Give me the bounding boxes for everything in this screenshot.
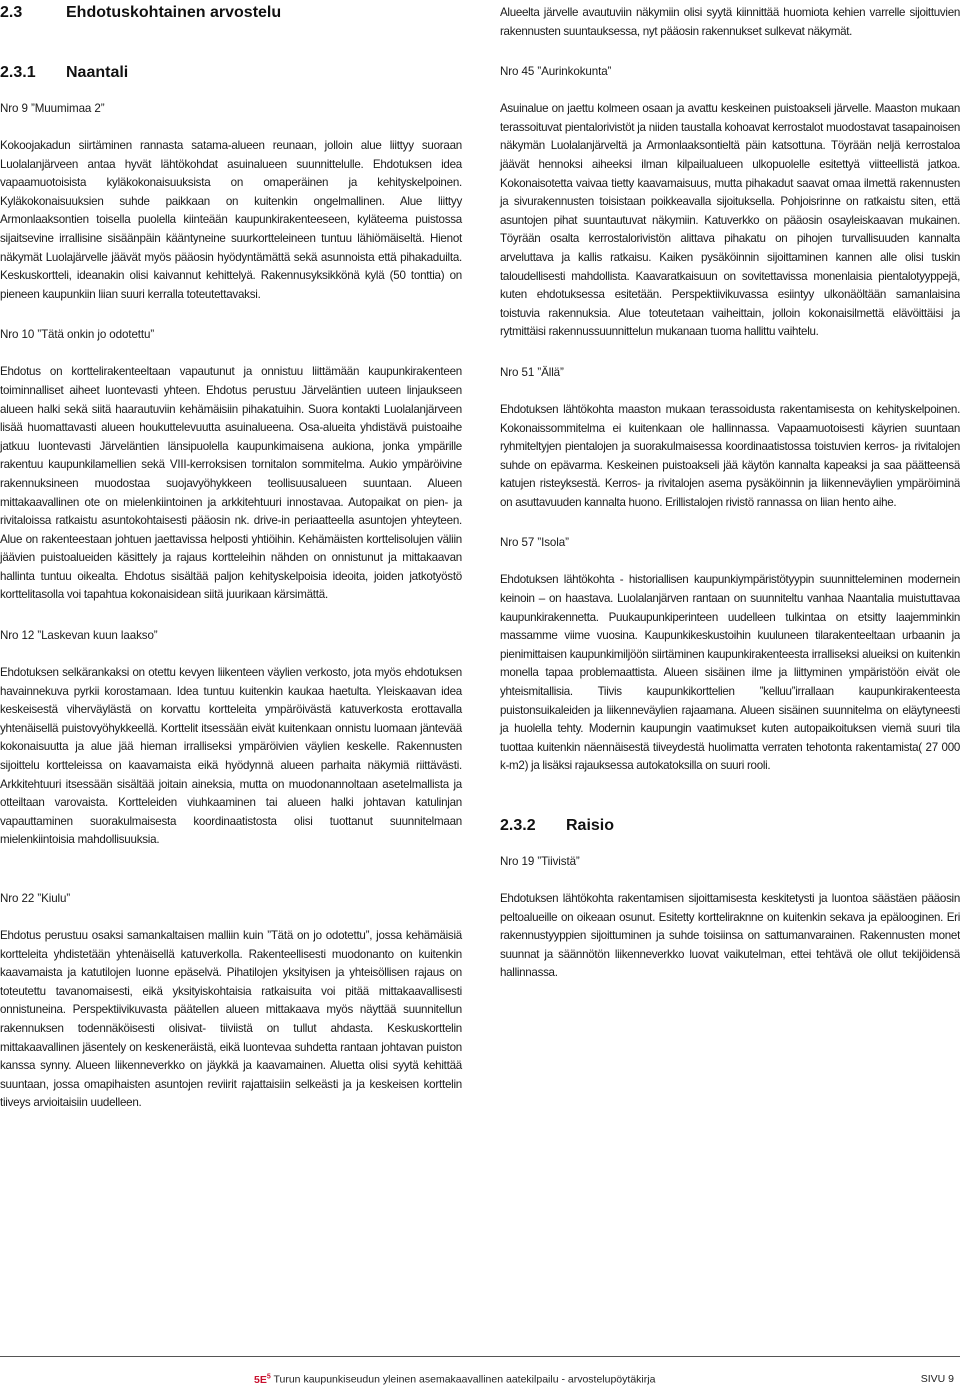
entry-text-nro-10: Ehdotus on korttelirakenteeltaan vapautunut ja onnistuu liittämään kaupunkirakenteen toiminnalliset aiheet luontevasti yhteen. Ehdotus perustuu Järveläntien uuteen linjaukseen alueen halki sekä siitä haarautuviin kehämäisiin pihakatuihin. Suora kontakti Luolalanjärveen lisää huomattavasti alueen houkuttelevuutta asuinalueena. Osa-alueita yhdistävä puistoaihe jatkuu luontevasti Järveläntien länsipuolella kaupunkimaisena aukiona, jonka ympärille rakentuu kaupunkilamellien sekä VIII-kerroksisen tornitalon sommitelma. Aukio ympäröivine rakennuksineen muodostaa suojavyöhykkeen teollisuusalueen suuntaan. Alueen mittakaavallinen ote on mielenkiintoinen ja arkkitehtuuri innostavaa. Autopaikat on pien- ja rivitaloissa ratkaistu asuntokohtaisesti pääosin nk. drive-in periaatteella asuntojen yhteyteen. Alue on rakenteestaan johtuen jaettavissa helposti yhtiöihin. Kehämäisten korttelisolujen väliin jäävien puistoalueiden käsittely ja rajaus kortteleihin nähden on onnistunut ja mittakaavan hallinta tuntuu oikealta. Ehdotus sisältää paljon kehityskelpoisia ideoita, joiden jatkotyöstö korttelitasolla voi tapahtua kokonaisidean siitä juurikaan kärsimättä. — [0, 365, 462, 602]
footer-text: Turun kaupunkiseudun yleinen asemakaavallinen aatekilpailu - arvostelupöytäkirja — [273, 1373, 656, 1386]
entry-title-nro-10: Nro 10 ”Tätä onkin jo odotettu” — [0, 328, 155, 342]
right-column — [500, 4, 960, 1006]
spacer — [500, 799, 960, 817]
entry-text-nro-51: Ehdotuksen lähtökohta maaston mukaan terassoidusta rakentamisesta on kehityskelpoinen. Kokonaissommitelma ei kuitenkaan ole hallinnassa. Vapaamuotoisesti käyrien suuntaan ryhmiteltyjen pientalojen ja suorakulmaisessa koordinaatistossa toistuvien kerros- ja rivitalojen suhde on epävarma. Keskeinen puistoakseli jää käytön kannalta kapeaksi ja saa päätteensä katujen risteyksestä. Kerros- ja rivitalojen asema pysäköinnin ja liikenneväylien ympäröiminä on asuttavuuden kannalta huono. Erillistalojen rivistö rannassa on liian hento aihe. — [500, 402, 960, 509]
section-number: 2.3 — [0, 4, 23, 21]
left-column — [0, 4, 462, 1136]
competition-logo: $5E^5$ — [254, 1373, 271, 1386]
entry-text-nro-57: Ehdotuksen lähtökohta - historiallisen kaupunkiympäristötyypin suunnitteleminen modernein keinoin – on haastava. Luolalanjärven rantaan on suunniteltu vanhaa Naantalia muistuttavaa kaupunkirakennetta. Puukaupunkiperinteen uudelleen tulkintaa on etsitty laajemminkin massamme viime vuosina. Kaupunkikeskustoihin kuuluneen tilarakenteeltaan urbaanin ja pienimittaisen kaupunkimiljöön siirtäminen kaupunkirakenteesta irralliseksi alueiksi on kuitenkin monella tapaa problemaattista. Alueen sisäinen ilme ja liittyminen ympäristöön eivät ole yhteismitallisia. Tiivis kaupunkikorttelien ”kelluu”irrallaan kaupunkirakenteesta puistonsuikaleiden ja liikenneväylien rajaamana. Alueen sisäinen suunnitelma on eläytyneesti ja huolella tehty. Modernin kaupungin vaatimukset kuten autopaikoituksen viemä suuri tila tuottaa kuitenkin näennäisestä tiiveydestä huolimatta verraten tehotonta rakentamista( 27 000 k-m2) ja lisäksi rajauksessa autokatoksilla on suuri rooli. — [500, 573, 960, 773]
entry-title-nro-19: Nro 19 ”Tiivistä” — [500, 855, 580, 868]
subsection-number: 2.3.1 — [0, 64, 36, 81]
page-footer — [0, 1373, 960, 1389]
spacer — [0, 873, 462, 891]
entry-text-nro-22: Ehdotus perustuu osaksi samankaltaisen malliin kuin ”Tätä on jo odotettu”, jossa kehämäisiä kortteleita yhdistetään yhtenäisellä katuverkolla. Rakenteellisesti muodonanto on kuitenkin kaavamaista ja katutilojen luonne epäselvä. Pihatilojen yksityisen ja yhteisöllisen rajaus on toteutettu tavanomaisesti, eikä yksityiskohtaisia ratkaisuita voi pitää mittakaavallisesti onnistuneina. Perspektiivikuvasta päätellen alueen mittakaava myös näyttää suunnitellun rakennuksen todennäköisesti olisivat- tiiviistä on tullut ahdasta. Keskuskorttelin mittakaavallinen jäsentely on keskeneräistä, eikä luontevaa suhdetta rantaan johtavan puiston kanssa synny. Alueen liikenneverkko on jäykkä ja kaavamainen. Aluetta olisi syytä kehittää suuntaan, jossa omapihaisten asuntojen reviirit rajattaisiin selkeästi ja ja keskeisen korttelin tiiveys arvioitaisiin uudelleen. — [0, 929, 462, 1110]
entry-text-nro-9: Kokoojakadun siirtäminen rannasta satama-alueen reunaan, jolloin alue liittyy suoraan Luolalanjärveen antaa hyvät lähtökohdat asuinalueen suunnittelulle. Ehdotuksen idea vapaamuotoisista kyläkokonaisuuksista on omaperäinen ja kehityskelpoinen. Kyläkokonaisuuksien suhde paikkaan on kuitenkin ongelmallinen. Alue liittyy Armonlaaksontien toisella puolella kiinteään kaupunkirakenteeseen, kyläteema puistossa sijaitsevine irrallisine sisäänpäin kääntyneine suurkortteleineen tuntuu lähiömäiseltä. Hienot näkymät Luolajärvelle jäävät myös pääosin hyödyntämättä sekä asunnoista että pihakaduilta. Keskuskortteli, ideanakin olisi kaivannut kehittelyä. Rakennusyksikkönä kylä (50 tonttia) on pieneen kaupunkiin liian suuri kerralla toteutettavaksi. — [0, 139, 462, 301]
subsection-heading-raisio — [500, 817, 960, 835]
subsection-title: Raisio — [566, 817, 615, 834]
entry-title-nro-57: Nro 57 ”Isola” — [500, 536, 569, 550]
entry-title-nro-51: Nro 51 ”Ällä” — [500, 365, 564, 379]
footer-divider — [0, 1356, 960, 1357]
entry-title-nro-9: Nro 9 ”Muumimaa 2” — [0, 102, 105, 115]
footer-brand — [254, 1373, 655, 1386]
subsection-number: 2.3.2 — [500, 817, 536, 834]
section-heading — [0, 4, 462, 22]
page-number: SIVU 9 — [920, 1373, 954, 1385]
entry-title-nro-22: Nro 22 ”Kiulu” — [0, 892, 71, 905]
subsection-heading-naantali — [0, 64, 462, 82]
entry-text-nro-12: Ehdotuksen selkärankaksi on otettu kevyen liikenteen väylien verkosto, jota myös ehdotuksen havainnekuva pyrkii korostamaan. Idea tuntuu kuitenkin kaukaa haetulta. Yleiskaavan idea keskeisestä viherväylästä on korvattu kortteleita ympäröivästä katuverkosta erottavalla yhtenäisellä puistovyöhykkeellä. Korttelit itsessään eivät kuitenkaan onnistu luomaan jäntevää kokonaisuutta ja alue jää hieman irralliseksi ympäröivien väylien keskelle. Rakennusten sijoittelu kortteleissa on kaavamaista eikä hyödynnä alueen parhaita näkymiä riittävästi. Arkkitehtuuri itsessään sisältää joitain aineksia, mutta on muodonannoltaan asetelmallista ja otteiltaan varovaista. Kortteleiden viuhkaaminen tai alueen halki johtavan katulinjan vapauttaminen suorakulmaisesta koordinaatistosta olisi tuottanut suunnitelmaan mielenkiintoisia mahdollisuuksia. — [0, 666, 462, 847]
entry-text-continued: Alueelta järvelle avautuviin näkymiin olisi syytä kiinnittää huomiota kehien varrelle sijoittuvien rakennusten suuntauksessa, nyt pääosin rakennukset sulkevat näkymät. — [500, 6, 960, 38]
entry-title-nro-12: Nro 12 ”Laskevan kuun laakso” — [0, 629, 158, 643]
entry-title-nro-45: Nro 45 ”Aurinkokunta” — [500, 65, 612, 79]
section-title: Ehdotuskohtainen arvostelu — [66, 4, 282, 21]
subsection-title: Naantali — [66, 64, 129, 81]
entry-text-nro-45: Asuinalue on jaettu kolmeen osaan ja avattu keskeinen puistoakseli järvelle. Maaston mukaan terassoituvat pientalorivistöt ja niiden taustalla kohoavat kerrostalot muodostavat tasapainoisen näkymän Luolalanjärveltä ja Armonlaaksontieltä päin katsottuna. Töyrään neljä kerrostaloa jäävät hennoksi aiheeksi ilman kilpailualueen ulkopuolelle esitettyä viitteellistä jatkoa. Kokonaisotetta vaivaa tietty kaavamaisuus, mutta pihakadut saavat omaa ilmettä rakennusten ja sivurakennusten toisistaan poikkeavalla sijoituksella. Pohjoisrinne on ratkaistu siten, että asuntojen pihat suuntautuvat näkymiin. Katuverkko on pääosin osayleiskaavan mukainen. Töyrään osalta kerrostalorivistön alittava pihakatu on pihojen turvallisuuden kannalta arveluttava ja kallis ratkaisu. Kaiken pysäköinnin sijoittaminen kannen alle olisi tuskin taloudellisesti mahdollista. Kaavaratkaisuun on sovitettavissa monenlaisia pientalotyyppejä, kuten ehdotuksessa esitetään. Perspektiivikuvassa esiintyy ulkonäöltään samanlaisina toistuvia rakennuksia. Alue toteutetaan vaiheittain, jolloin kokonaisilmettä elävöittäisi ja rytmittäisi rakennussuunnittelun mukanaan tuoma hallittu vaihtelu. — [500, 102, 960, 339]
entry-text-nro-19: Ehdotuksen lähtökohta rakentamisen sijoittamisesta keskitetysti ja luontoa säästäen pääosin peltoalueille on oikeaan osunut. Esitetty kortteliraknne on kuitenkin sekava ja epälooginen. Eri rakennustyyppien sijoittuminen ja suhde toisiinsa on sattumanvarainen. Rakennusten monet suunnat ja säännötön liikenneverkko luovat vaikutelman, ettei tehtävä ole ollut tekijöidensä hallinnassa. — [500, 892, 960, 980]
